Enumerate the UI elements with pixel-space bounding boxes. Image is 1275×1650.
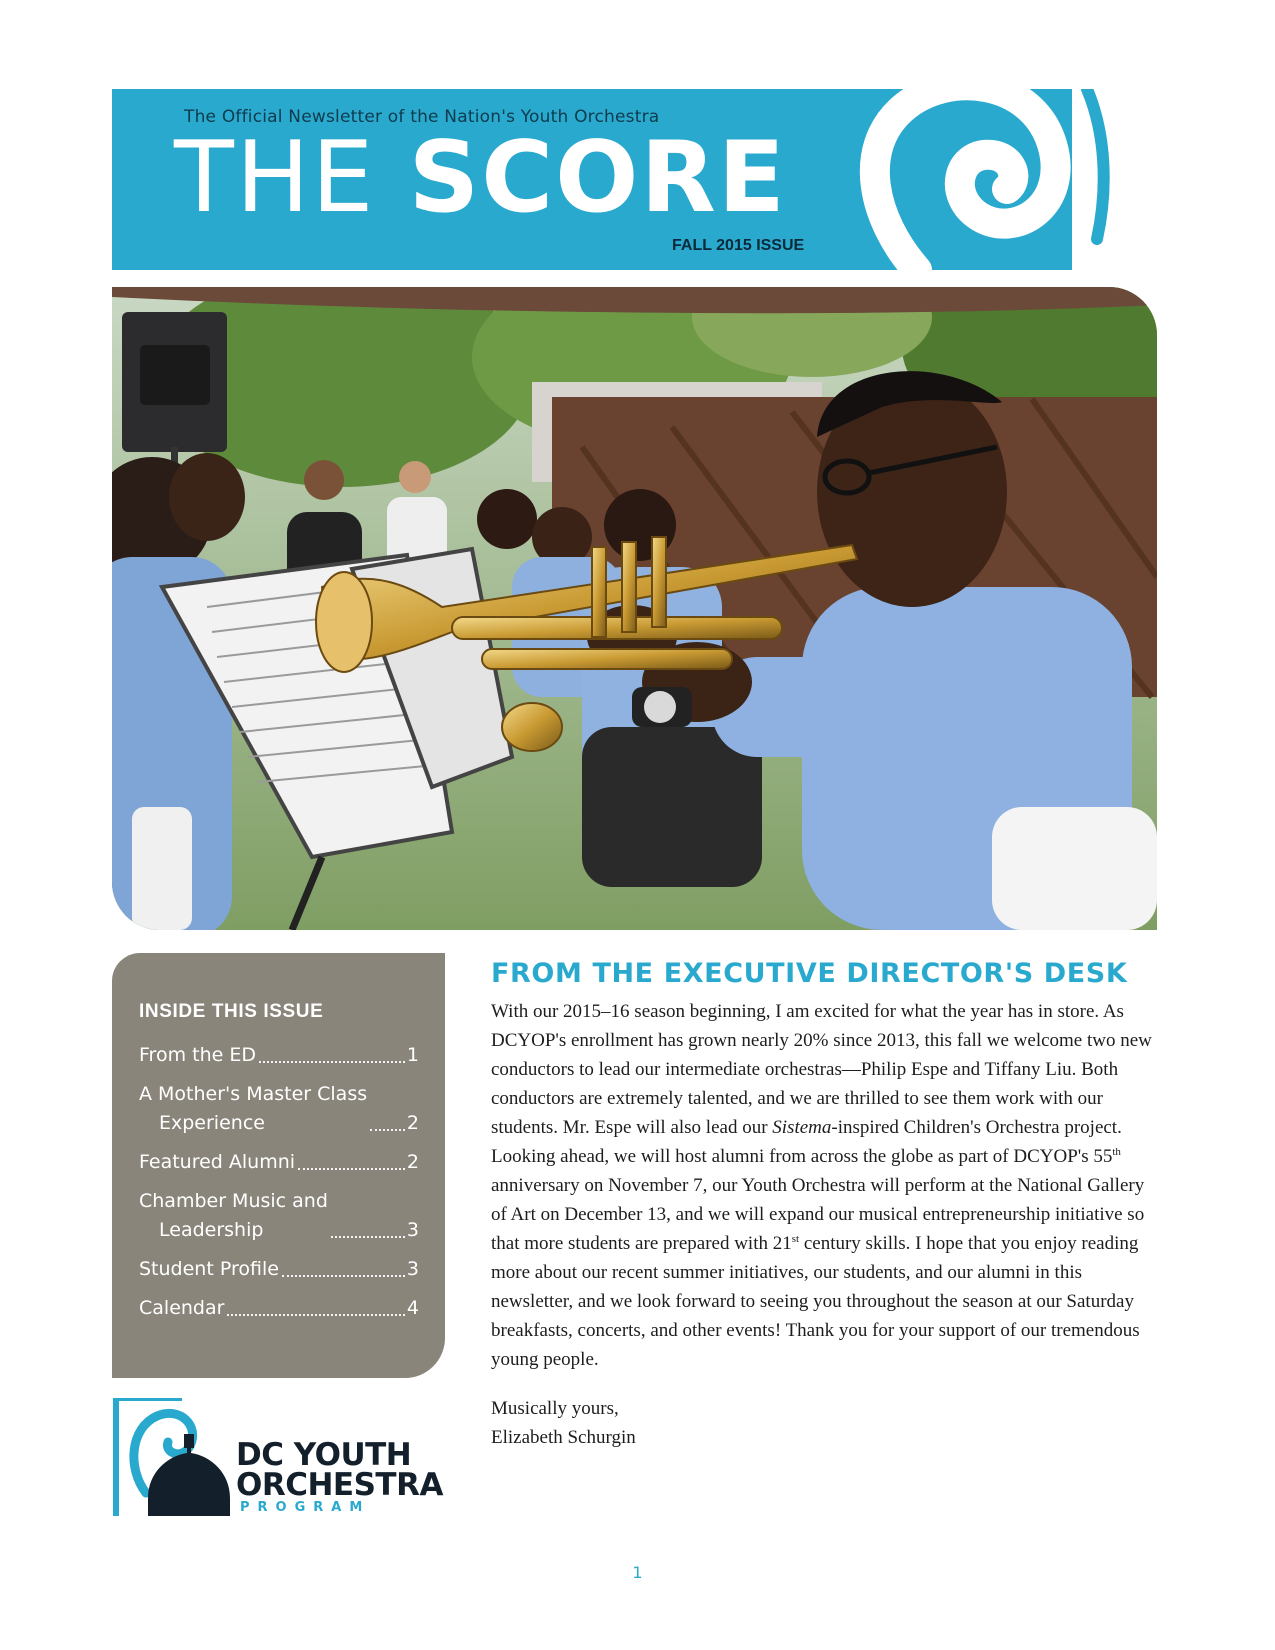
toc-item[interactable]	[139, 1255, 419, 1284]
toc-label	[139, 1080, 367, 1138]
trumpet-player-photo-icon	[112, 287, 1157, 930]
executive-director-article	[491, 958, 1161, 1452]
toc-page-number: 4	[406, 1297, 419, 1319]
sidebar-heading: INSIDE THIS ISSUE	[139, 1001, 324, 1022]
logo-line1: DC YOUTH	[236, 1437, 412, 1473]
toc-label: Student Profile	[139, 1258, 279, 1280]
toc-item[interactable]	[139, 1187, 419, 1245]
ordinal-superscript: th	[1112, 1146, 1121, 1158]
dc-youth-orchestra-logo	[112, 1398, 452, 1516]
title-light: THE	[174, 121, 376, 235]
toc-label-line1: Chamber Music and	[139, 1190, 328, 1212]
toc-page-number: 3	[406, 1258, 419, 1280]
toc-leader-dots	[227, 1314, 404, 1316]
inside-this-issue-panel	[112, 953, 445, 1378]
toc-leader-dots	[282, 1275, 405, 1277]
signoff-author: Elizabeth Schurgin	[491, 1427, 636, 1448]
article-text-2: -inspired Children's Orchestra project. Looking ahead, we will host alumni from across the globe as part of DCYOP's 55	[491, 1117, 1122, 1167]
article-text-1: With our 2015–16 season beginning, I am excited for what the year has in store. As DCYOP's enrollment has grown nearly 20% since 2013, this fall we welcome two new conductors to lead our intermediate orchestras—Philip Espe and Tiffany Liu. Both conductors are extremely talented, and we are thrilled to see them work with our students. Mr. Espe will also lead our	[491, 1001, 1152, 1138]
title-bold: SCORE	[408, 121, 787, 235]
article-italic-sistema: Sistema	[772, 1117, 832, 1138]
article-body	[491, 997, 1161, 1374]
toc-label	[139, 1187, 328, 1245]
toc-leader-dots	[331, 1236, 405, 1238]
toc-label: Calendar	[139, 1297, 225, 1319]
toc-page-number: 3	[406, 1219, 419, 1241]
toc-leader-dots	[298, 1168, 405, 1170]
newsletter-title	[174, 121, 787, 235]
signoff-line: Musically yours,	[491, 1398, 619, 1419]
article-signoff	[491, 1394, 1161, 1452]
article-heading: FROM THE EXECUTIVE DIRECTOR'S DESK	[491, 958, 1128, 989]
toc-page-number: 1	[406, 1044, 419, 1066]
toc-item[interactable]	[139, 1080, 419, 1138]
logo-wordmark	[236, 1437, 443, 1503]
masthead	[112, 89, 1157, 270]
toc-page-number: 2	[406, 1112, 419, 1134]
logo-program-label: PROGRAM	[240, 1500, 371, 1515]
toc-label-line2: Leadership	[159, 1219, 264, 1241]
toc-label-line1: A Mother's Master Class	[139, 1083, 368, 1105]
ordinal-superscript: st	[791, 1233, 800, 1245]
toc-item[interactable]	[139, 1294, 419, 1323]
toc-item[interactable]	[139, 1148, 419, 1177]
cover-photo	[112, 287, 1157, 930]
issue-label: FALL 2015 ISSUE	[672, 237, 805, 254]
toc-item[interactable]	[139, 1041, 419, 1070]
article-text-4: century skills. I hope that you enjoy reading more about our recent summer initiatives, our students, and our alumni in this newsletter, and we look forward to seeing you throughout the season at our Saturday breakfasts, concerts, and other events! Thank you for your support of our tremendous young people.	[491, 1233, 1140, 1370]
toc-leader-dots	[370, 1129, 405, 1131]
capitol-dome-swirl-icon	[112, 1398, 237, 1516]
toc-label: From the ED	[139, 1044, 256, 1066]
toc-leader-dots	[259, 1061, 405, 1063]
newsletter-tagline: The Official Newsletter of the Nation's Youth Orchestra	[184, 107, 660, 127]
page-number: 1	[632, 1563, 643, 1582]
logo-line2: ORCHESTRA	[236, 1467, 443, 1503]
toc-label-line2: Experience	[159, 1112, 265, 1134]
toc-label: Featured Alumni	[139, 1151, 296, 1173]
toc-page-number: 2	[406, 1151, 419, 1173]
article-text-3: anniversary on November 7, our Youth Orchestra will perform at the National Gallery of Art on December 13, and we will expand our musical entrepreneurship initiative so that more students are prepared with 21	[491, 1175, 1145, 1254]
